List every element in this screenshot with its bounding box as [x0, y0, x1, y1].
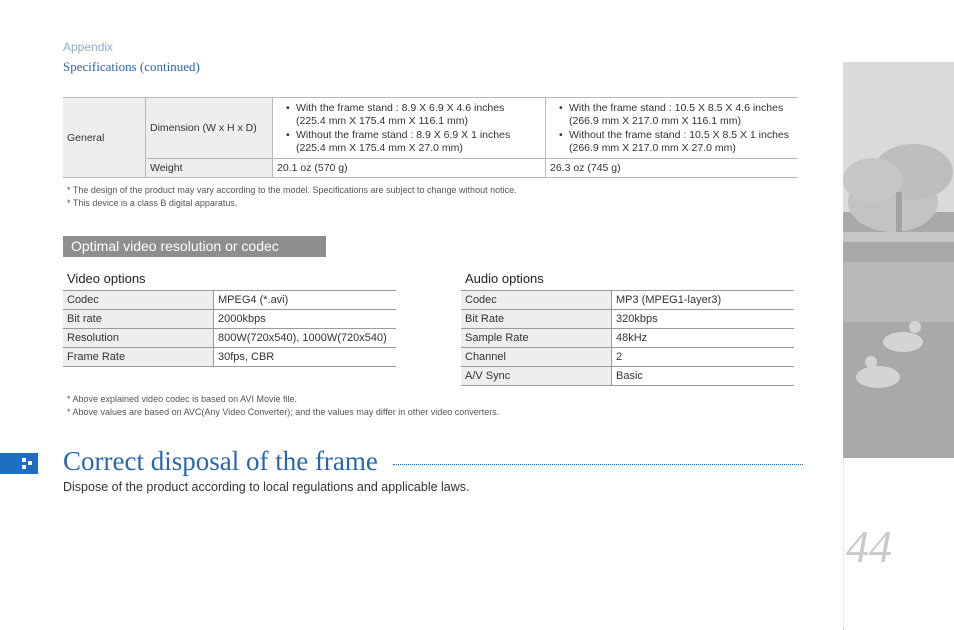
- table-row: Channel 2: [461, 348, 794, 367]
- spec-weight-label: Weight: [146, 159, 273, 178]
- codec-note: * Above explained video codec is based on AVI Movie file.: [67, 394, 297, 404]
- spec-weight-col1: 20.1 oz (570 g): [273, 159, 546, 178]
- disposal-body: Dispose of the product according to local regulations and applicable laws.: [63, 480, 470, 494]
- spec-note: * The design of the product may vary according to the model. Specifications are subject to change without notice.: [67, 185, 517, 195]
- table-row: A/V Sync Basic: [461, 367, 794, 386]
- table-row: Bit Rate 320kbps: [461, 310, 794, 329]
- heading-dotted-rule: [393, 464, 803, 465]
- audio-options-table: [461, 290, 794, 386]
- spec-dimension-col2: [546, 98, 799, 159]
- codec-note: * Above values are based on AVC(Any Video Converter); and the values may differ in other video converters.: [67, 407, 500, 417]
- page-number: 44: [846, 521, 892, 572]
- spec-list-item: • Without the frame stand : 8.9 X 6.9 X 1 inches (225.4 mm X 175.4 mm X 27.0 mm): [296, 129, 541, 155]
- table-row: Bit rate 2000kbps: [63, 310, 396, 329]
- spec-list-item: • Without the frame stand : 10.5 X 8.5 X 1 inches (266.9 mm X 217.0 mm X 27.0 mm): [569, 129, 794, 155]
- table-row: Sample Rate 48kHz: [461, 329, 794, 348]
- spec-group-cell: General: [63, 98, 146, 178]
- disposal-heading: Correct disposal of the frame: [63, 446, 378, 476]
- subsection-title: Specifications (continued): [63, 59, 200, 74]
- table-row: Codec MP3 (MPEG1-layer3): [461, 291, 794, 310]
- table-row: Codec MPEG4 (*.avi): [63, 291, 396, 310]
- spec-dimension-label: Dimension (W x H x D): [146, 98, 273, 159]
- section-label: Appendix: [63, 40, 114, 54]
- codec-section-title: Optimal video resolution or codec: [63, 236, 326, 257]
- codec-notes: [67, 393, 499, 419]
- table-row: Frame Rate 30fps, CBR: [63, 348, 396, 367]
- table-row: Resolution 800W(720x540), 1000W(720x540): [63, 329, 396, 348]
- spec-dimension-col1: [273, 98, 546, 159]
- video-options-title: Video options: [67, 271, 146, 286]
- spec-weight-col2: 26.3 oz (745 g): [546, 159, 799, 178]
- spec-list-item: • With the frame stand : 10.5 X 8.5 X 4.6 inches (266.9 mm X 217.0 mm X 116.1 mm): [569, 102, 794, 128]
- spec-list-item: • With the frame stand : 8.9 X 6.9 X 4.6 inches (225.4 mm X 175.4 mm X 116.1 mm): [296, 102, 541, 128]
- general-spec-table: [63, 97, 798, 178]
- spec-note: * This device is a class B digital apparatus.: [67, 198, 238, 208]
- landscape-illustration: [843, 62, 954, 458]
- section-marker-icon: [21, 457, 34, 470]
- video-options-table: [63, 290, 396, 367]
- spec-notes: [67, 184, 517, 210]
- sidebar-landscape-image: [843, 62, 954, 458]
- audio-options-title: Audio options: [465, 271, 544, 286]
- section-marker: [0, 453, 38, 474]
